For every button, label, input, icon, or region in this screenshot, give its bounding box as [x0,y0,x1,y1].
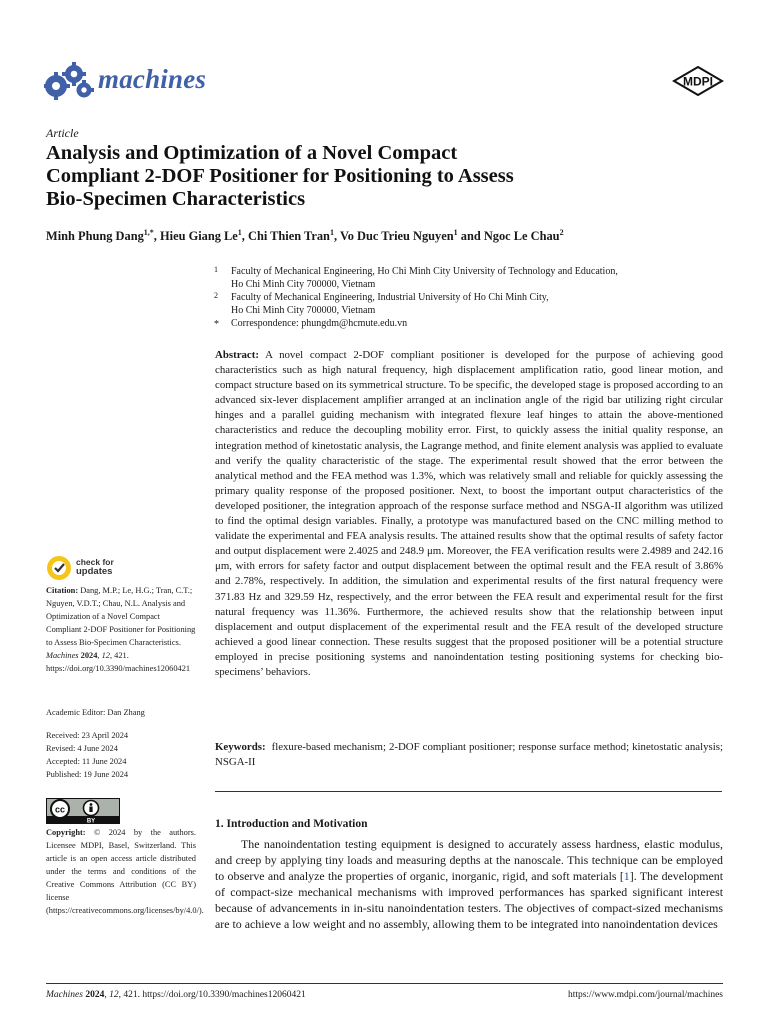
author-affil-sup: 1 [329,228,334,237]
author-separator: , [153,229,160,244]
footer-journal: Machines [46,990,83,1000]
title-line: Bio-Specimen Characteristics [46,188,306,210]
accepted-date: Accepted: 11 June 2024 [46,757,127,766]
svg-text:cc: cc [54,804,66,815]
author-list [46,228,726,244]
citation-doi[interactable]: , 421. https://doi.org/10.3390/machines12060421 [46,651,191,673]
author-name[interactable]: Minh Phung Dang [46,229,144,244]
footer-divider [46,983,723,984]
author-separator: and [457,229,484,244]
cc-by-label: BY [86,818,96,824]
correspondence-line[interactable]: Correspondence: phungdm@hcmute.edu.vn [231,318,408,329]
article-type: Article [46,126,79,140]
body-text-part: ]. The development of compact-size mechanical mechanisms with improved performances has sparked significant interest because of advancements in in-situ nanoindentation testers. The objectives of compact-sized mechanisms are to achieve a low weight and no assembly, allowing them to be integrated into nanoindentation devices [215,869,723,932]
article-title [46,142,686,211]
citation-label: Citation: [46,586,79,595]
footer-doi[interactable]: , 421. https://doi.org/10.3390/machines12060421 [118,990,306,1000]
author-affil-sup: 1 [237,228,242,237]
revised-date: Revised: 4 June 2024 [46,744,118,753]
reference-link[interactable]: 1 [623,869,630,884]
affiliation-item [212,265,712,291]
affiliations [212,265,712,330]
author-separator: , [241,229,248,244]
keywords-text: flexure-based mechanism; 2-DOF compliant positioner; response surface method; kinetostatic analysis; NSGA-II [215,741,724,769]
author-name[interactable]: Vo Duc Trieu Nguyen [339,229,454,244]
citation-volume: 12 [101,651,110,660]
journal-header [44,58,724,104]
affiliation-marker: 1 [214,265,218,274]
academic-editor: Academic Editor: Dan Zhang [46,708,145,717]
section-title: 1. Introduction and Motivation [215,818,368,830]
published-date: Published: 19 June 2024 [46,770,129,779]
author-affil-sup: 2 [559,228,564,237]
footer-journal-url[interactable]: https://www.mdpi.com/journal/machines [567,990,723,1000]
copyright-label: Copyright: [46,828,86,837]
affiliation-item [212,291,712,317]
dates-block [46,729,196,781]
author-name[interactable]: Ngoc Le Chau [483,229,560,244]
check-for-updates-icon [46,555,72,581]
publisher-name: MDPI [683,74,713,89]
copyright-text: © 2024 by the authors. Licensee MDPI, Basel, Switzerland. This article is an open access article distributed under the terms and conditions of the Creative Commons Attribution (CC BY) license (https://creativecommons.org/licenses/by/4.0/). [46,828,204,915]
affiliation-line: Faculty of Mechanical Engineering, Industrial University of Ho Chi Minh City, [231,292,549,303]
affiliation-line: Ho Chi Minh City 700000, Vietnam [231,305,376,316]
cc-by-license-icon[interactable] [46,798,120,824]
keywords-label: Keywords: [215,741,266,753]
author-affil-sup: 1 [453,228,458,237]
citation-journal: Machines [46,651,79,660]
author-separator: , [333,229,340,244]
gears-logo-icon [44,58,94,100]
abstract [215,348,723,680]
citation-block: Citation: Dang, M.P.; Le, H.G.; Tran, C.T.; Nguyen, V.D.T.; Chau, N.L. Analysis and Optimization of a Novel Compact Compliant 2-DOF Positioner for Positioning to Assess Bio-Specimen Characteristics. Machines 2024, 12, 421. https://doi.org/10.3390/machines12060421 [46,586,196,673]
journal-name[interactable]: machines [98,64,207,94]
mdpi-logo-icon[interactable] [672,66,724,96]
title-line: Compliant 2-DOF Positioner for Positioning to Assess [46,165,514,187]
affiliation-line: Ho Chi Minh City 700000, Vietnam [231,279,376,290]
citation-text: Dang, M.P.; Le, H.G.; Tran, C.T.; Nguyen, V.D.T.; Chau, N.L. Analysis and Optimization of a Novel Compact Compliant 2-DOF Positioner for Positioning to Assess Bio-Specimen Characteristics. [46,586,196,647]
received-date: Received: 23 April 2024 [46,731,129,740]
affiliation-item [212,317,712,330]
citation-year: 2024 [80,651,98,660]
footer-citation: Machines 2024, 12, 421. https://doi.org/10.3390/machines12060421 [46,990,306,1000]
affiliation-marker: * [214,319,219,330]
keywords [215,740,723,770]
title-line: Analysis and Optimization of a Novel Compact [46,142,458,164]
footer-year: 2024 [85,990,105,1000]
check-text-line: check for [76,557,114,567]
section-divider [215,791,722,792]
check-for-updates-badge[interactable] [46,555,126,581]
check-text-line: updates [76,566,113,577]
author-affil-sup: 1,* [143,228,154,237]
affiliation-marker: 2 [214,291,218,300]
abstract-label: Abstract: [215,349,259,361]
footer-volume: 12 [109,990,119,1000]
author-name[interactable]: Chi Thien Tran [248,229,330,244]
body-text-part: The nanoindentation testing equipment is designed to accurately assess hardness, elastic modulus, and creep by applying tiny loads and measuring depths at the nanoscale. This technique can be employed to observe and analyze the properties of organic, inorganic, rigid, and soft materials [ [215,837,723,884]
author-name[interactable]: Hieu Giang Le [160,229,238,244]
abstract-text: A novel compact 2-DOF compliant positioner is developed for the purpose of achieving good characteristics such as high natural frequency, high displacement amplification ratio, good linear motion, and compact structure based on its symmetrical structure. To be specific, the developed stage is proposed according to an advanced six-lever displacement amplifier arranged at an inclination angle of the rigid bar utilizing right circular hinges and a parallel guiding mechanism with integrated flexure leaf hinges to attain the above-mentioned characteristics and reduce the decoupling mobility error. First, to quickly assess the initial quality response, an integration method of kinetostatic analysis, the Lagrange method, and finite element analysis was applied to evaluate and verify the quality characteristic of the stage. The experimental result showed that the error between the analytical method and the FEA method was 1.3%, which was relatively small and reliable for quickly assessing the primary quality response of the proposed positioner. Next, to boost the important output characteristics of the developed positioner, the integration approach of the response surface method and NSGA-II algorithm was utilized to find the optimal design variables. Finally, a prototype was manufactured based on the CNC milling method to validate the experimental and FEA analysis results. The attained results show that the optimal results of safety factor and output displacement were 2.4025 and 248.9 μm. Moreover, the FEA verification results were 2.4989 and 242.16 μm, with errors for safety factor and output displacement between the optimal result and the FEA result of 3.86% and 2.78%, respectively. In addition, the simulation and experimental results of the first natural frequency were 371.83 Hz and 329.59 Hz, respectively, and the error between the FEA result and experimental result for the first natural frequency was 11.36%. Furthermore, the achieved results show that the relationship between input displacement and output displacement of the experimental result and the FEA result of the developed structure achieved a good linear connection. These results suggest that the proposed positioner will be a potential structure employed in precise positioning systems and nanoindentation testing positioning systems for checking bio-specimens’ behaviors. [215,349,723,678]
check-for-updates-label [76,557,114,577]
section-body [215,836,723,933]
affiliation-line: Faculty of Mechanical Engineering, Ho Chi Minh City University of Technology and Education, [231,266,618,277]
copyright-block [46,826,204,917]
